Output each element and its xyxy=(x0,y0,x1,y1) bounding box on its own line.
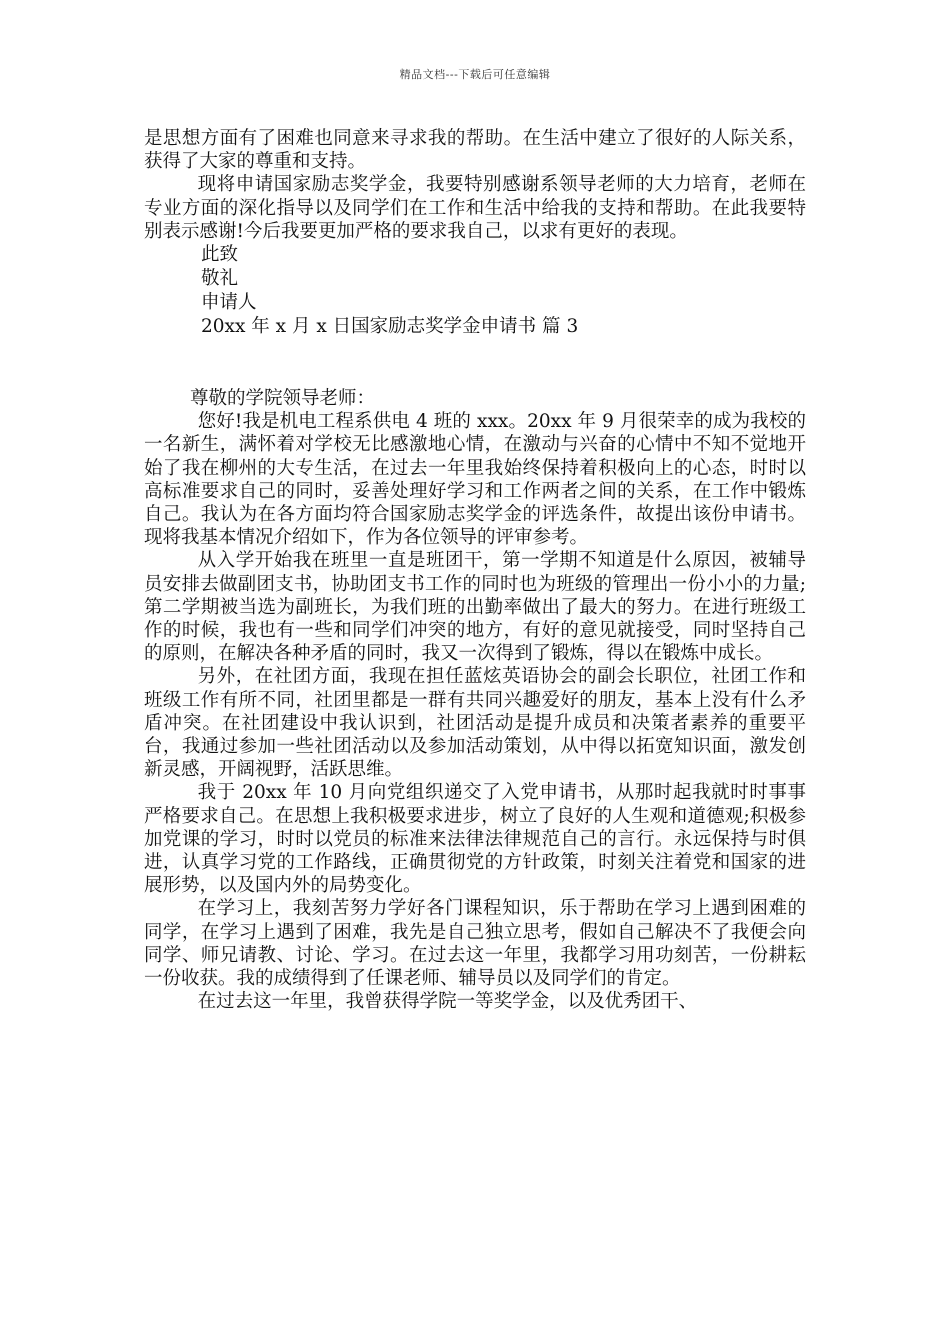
paragraph-class-work: 从入学开始我在班里一直是班团干，第一学期不知道是什么原因，被辅导员安排去做副团支书，协助团支书工作的同时也为班级的管理出一份小小的力量;第二学期被当选为副班长，为我们班的出勤率做出了最大的努力。在进行班级工作的时候，我也有一些和同学们冲突的地方，有好的意见就接受，同时坚持自己的原则，在解决各种矛盾的同时，我又一次得到了锻炼，得以在锻炼中成长。 xyxy=(144,550,806,665)
paragraph-club-work: 另外，在社团方面，我现在担任蓝炫英语协会的副会长职位，社团工作和班级工作有所不同，社团里都是一群有共同兴趣爱好的朋友，基本上没有什么矛盾冲突。在社团建设中我认识到，社团活动是提升成员和决策者素养的重要平台，我通过参加一些社团活动以及参加活动策划，从中得以拓宽知识面，激发创新灵感，开阔视野，活跃思维。 xyxy=(144,666,806,781)
document-body xyxy=(144,127,806,1014)
paragraph-party-application: 我于 20xx 年 10 月向党组织递交了入党申请书，从那时起我就时时事事严格要求自己。在思想上我积极要求进步，树立了良好的人生观和道德观;积极参加党课的学习，时时以党员的标准来法律法律规范自己的言行。永远保持与时俱进，认真学习党的工作路线，正确贯彻党的方针政策，时刻关注着党和国家的进展形势，以及国内外的局势变化。 xyxy=(144,782,806,897)
paragraph-intro: 您好!我是机电工程系供电 4 班的 xxx。20xx 年 9 月很荣幸的成为我校的一名新生，满怀着对学校无比感激地心情，在激动与兴奋的心情中不知不觉地开始了我在柳州的大专生活，在过去一年里我始终保持着积极向上的心态，时时以高标准要求自己的同时，妥善处理好学习和工作两者之间的关系，在工作中锻炼自己。我认为在各方面均符合国家励志奖学金的评选条件，故提出该份申请书。现将我基本情况介绍如下，作为各位领导的评审参考。 xyxy=(144,411,806,549)
date-title-line: 20xx 年 x 月 x 日国家励志奖学金申请书 篇 3 xyxy=(201,316,579,338)
paragraph-study: 在学习上，我刻苦努力学好各门课程知识，乐于帮助在学习上遇到困难的同学，在学习上遇到了困难，我先是自己独立思考，假如自己解决不了我便会向同学、师兄请教、讨论、学习。在过去这一年里，我都学习用功刻苦，一份耕耘一份收获。我的成绩得到了任课老师、辅导员以及同学们的肯定。 xyxy=(144,898,806,990)
closing-line-1: 此致 xyxy=(201,244,239,266)
section-gap xyxy=(144,339,806,387)
paragraph-awards: 在过去这一年里，我曾获得学院一等奖学金，以及优秀团干、 xyxy=(197,991,698,1013)
paragraph-continued: 是思想方面有了困难也同意来寻求我的帮助。在生活中建立了很好的人际关系，获得了大家的尊重和支持。 xyxy=(144,128,806,173)
salutation: 尊敬的学院领导老师： xyxy=(190,388,376,410)
signature-line: 申请人 xyxy=(201,292,257,314)
closing-line-2: 敬礼 xyxy=(201,268,239,290)
page-header: 精品文档---下载后可任意编辑 xyxy=(399,68,551,81)
paragraph-thanks: 现将申请国家励志奖学金，我要特别感谢系领导老师的大力培育，老师在专业方面的深化指导以及同学们在工作和生活中给我的支持和帮助。在此我要特别表示感谢!今后我要更加严格的要求我自己，以求有更好的表现。 xyxy=(144,174,806,242)
